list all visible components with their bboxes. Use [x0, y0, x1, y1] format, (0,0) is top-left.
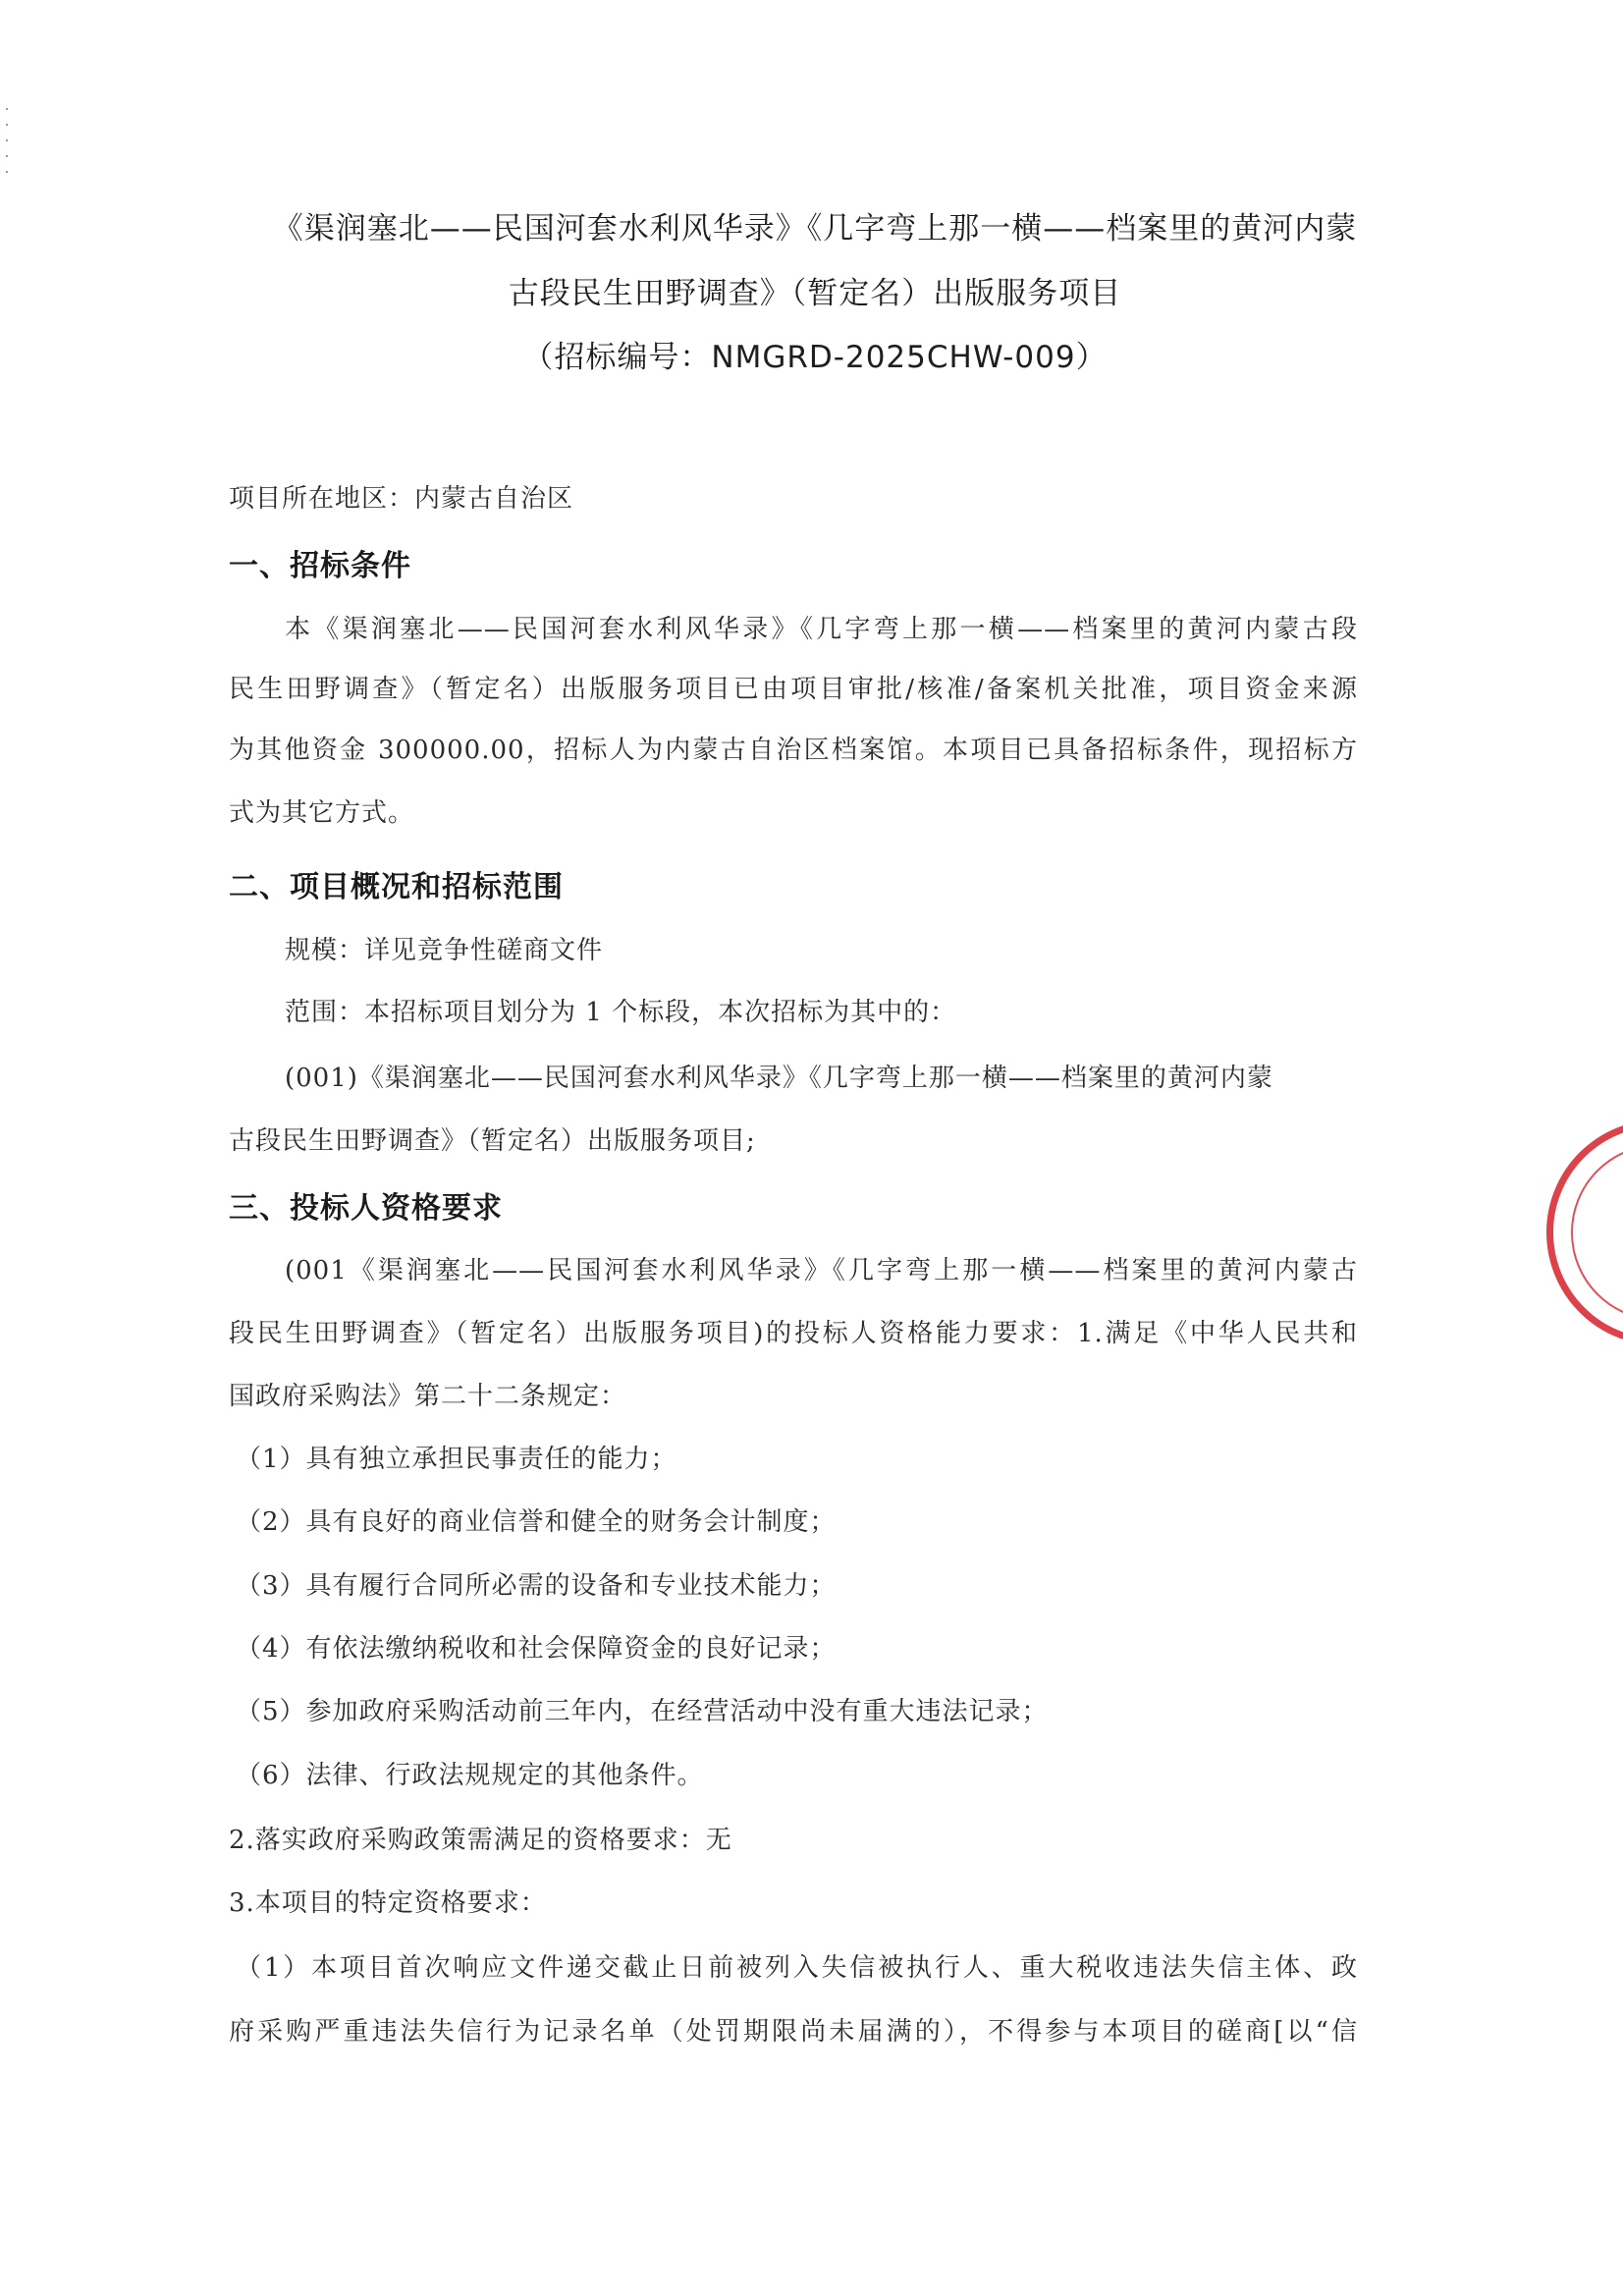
qualification-item: （5）参加政府采购活动前三年内，在经营活动中没有重大违法记录； — [236, 1697, 1049, 1726]
seal-inner-ring — [1571, 1144, 1623, 1321]
specific-requirement-line: 府采购严重违法失信行为记录名单（处罚期限尚未届满的），不得参与本项目的磋商[以“信 — [229, 2017, 1358, 2047]
qualification-item: （6）法律、行政法规规定的其他条件。 — [236, 1761, 704, 1790]
title-line-2: 古段民生田野调查》（暂定名）出版服务项目 — [508, 276, 1122, 311]
policy-requirement: 2.落实政府采购政策需满足的资格要求：无 — [229, 1826, 732, 1855]
section-2-heading: 二、项目概况和招标范围 — [229, 870, 564, 904]
section-1-line: 本《渠润塞北——民国河套水利风华录》《几字弯上那一横——档案里的黄河内蒙古段 — [285, 615, 1358, 644]
title-line-1: 《渠润塞北——民国河套水利风华录》《几字弯上那一横——档案里的黄河内蒙 — [272, 211, 1358, 246]
specific-requirement-line: （1）本项目首次响应文件递交截止日前被列入失信被执行人、重大税收违法失信主体、政 — [236, 1953, 1358, 1983]
project-region: 项目所在地区：内蒙古自治区 — [229, 484, 574, 514]
red-seal-stamp — [1546, 1120, 1623, 1345]
qualification-item: （2）具有良好的商业信誉和健全的财务会计制度； — [236, 1507, 837, 1537]
lot-line: 古段民生田野调查》（暂定名）出版服务项目; — [229, 1126, 756, 1156]
scan-margin-marks — [6, 108, 10, 187]
qualification-intro-line: 国政府采购法》第二十二条规定： — [229, 1382, 627, 1411]
scale-line: 规模：详见竞争性磋商文件 — [285, 936, 604, 965]
section-3-heading: 三、投标人资格要求 — [229, 1191, 503, 1226]
scope-line: 范围：本招标项目划分为 1 个标段，本次招标为其中的： — [285, 998, 957, 1027]
qualification-intro-line: (001《渠润塞北——民国河套水利风华录》《几字弯上那一横——档案里的黄河内蒙古 — [285, 1256, 1358, 1285]
qualification-intro-line: 段民生田野调查》（暂定名）出版服务项目)的投标人资格能力要求：1.满足《中华人民共和 — [229, 1319, 1358, 1348]
section-1-line: 式为其它方式。 — [229, 798, 415, 828]
qualification-item: （4）有依法缴纳税收和社会保障资金的良好记录； — [236, 1634, 837, 1664]
section-1-line: 民生田野调查》（暂定名）出版服务项目已由项目审批/核准/备案机关批准，项目资金来源 — [229, 675, 1358, 704]
specific-requirement-heading: 3.本项目的特定资格要求： — [229, 1888, 547, 1918]
lot-line: (001)《渠润塞北——民国河套水利风华录》《几字弯上那一横——档案里的黄河内蒙 — [285, 1064, 1273, 1093]
title-line-3: （招标编号：NMGRD-2025CHW-009） — [522, 340, 1108, 375]
qualification-item: （1）具有独立承担民事责任的能力； — [236, 1445, 677, 1474]
section-1-line: 为其他资金 300000.00，招标人为内蒙古自治区档案馆。本项目已具备招标条件，现招标方 — [229, 736, 1358, 765]
qualification-item: （3）具有履行合同所必需的设备和专业技术能力； — [236, 1571, 837, 1601]
section-1-heading: 一、招标条件 — [229, 549, 411, 583]
